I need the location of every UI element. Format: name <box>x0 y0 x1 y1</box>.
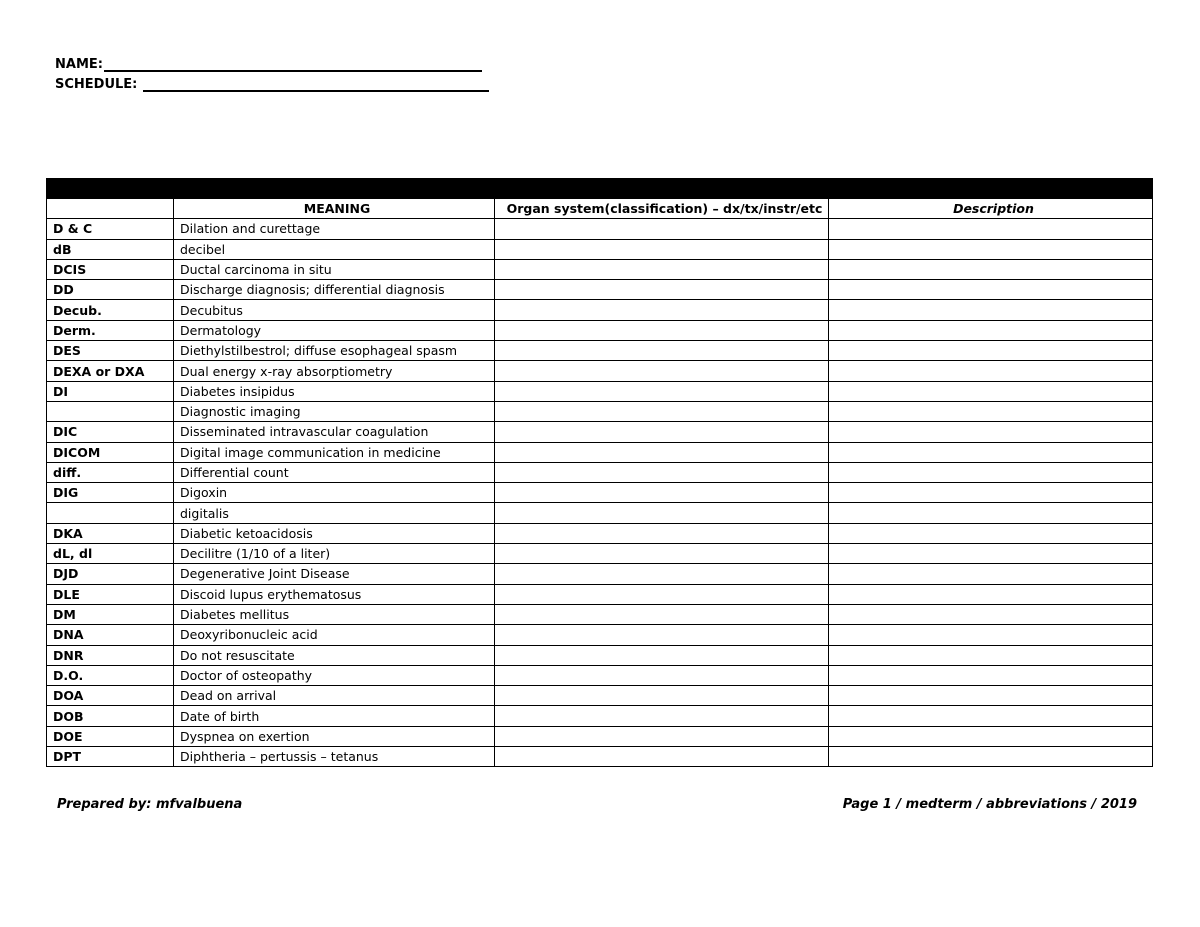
organ-system-cell[interactable] <box>495 625 829 645</box>
table-row <box>47 726 1153 746</box>
abbreviation-cell: DIC <box>47 422 174 442</box>
meaning-cell: Diagnostic imaging <box>174 401 495 421</box>
prepared-by: Prepared by: mfvalbuena <box>57 797 243 812</box>
organ-system-cell[interactable] <box>495 747 829 767</box>
description-cell[interactable] <box>829 381 1153 401</box>
table-row <box>47 503 1153 523</box>
description-cell[interactable] <box>829 584 1153 604</box>
meaning-cell: Decubitus <box>174 300 495 320</box>
meaning-cell: Discoid lupus erythematosus <box>174 584 495 604</box>
name-field <box>55 57 482 72</box>
table-row <box>47 604 1153 624</box>
abbreviation-cell: DOE <box>47 726 174 746</box>
table-row <box>47 747 1153 767</box>
col-header-abbreviation <box>47 199 174 219</box>
table-row <box>47 422 1153 442</box>
abbreviation-cell: DI <box>47 381 174 401</box>
description-cell[interactable] <box>829 401 1153 421</box>
table-row <box>47 706 1153 726</box>
description-cell[interactable] <box>829 544 1153 564</box>
description-cell[interactable] <box>829 564 1153 584</box>
schedule-label: SCHEDULE: <box>55 77 138 92</box>
meaning-cell: decibel <box>174 239 495 259</box>
organ-system-cell[interactable] <box>495 300 829 320</box>
meaning-cell: Date of birth <box>174 706 495 726</box>
col-header-meaning: MEANING <box>174 199 495 219</box>
abbreviation-cell: DNA <box>47 625 174 645</box>
meaning-cell: Doctor of osteopathy <box>174 665 495 685</box>
table-row <box>47 544 1153 564</box>
meaning-cell: Diabetes insipidus <box>174 381 495 401</box>
table-row <box>47 665 1153 685</box>
description-cell[interactable] <box>829 341 1153 361</box>
abbreviations-table <box>46 178 1153 767</box>
abbreviation-cell: DLE <box>47 584 174 604</box>
organ-system-cell[interactable] <box>495 503 829 523</box>
table-row <box>47 259 1153 279</box>
organ-system-cell[interactable] <box>495 604 829 624</box>
meaning-cell: Degenerative Joint Disease <box>174 564 495 584</box>
table-row <box>47 442 1153 462</box>
schedule-field <box>55 77 489 92</box>
abbreviation-cell: DES <box>47 341 174 361</box>
description-cell[interactable] <box>829 645 1153 665</box>
abbreviation-cell: DNR <box>47 645 174 665</box>
abbreviation-cell: dB <box>47 239 174 259</box>
abbreviation-cell: DKA <box>47 523 174 543</box>
meaning-cell: Diabetes mellitus <box>174 604 495 624</box>
abbreviation-cell: D.O. <box>47 665 174 685</box>
abbreviation-cell: Decub. <box>47 300 174 320</box>
organ-system-cell[interactable] <box>495 726 829 746</box>
organ-system-cell[interactable] <box>495 544 829 564</box>
meaning-cell: digitalis <box>174 503 495 523</box>
abbreviation-cell: DICOM <box>47 442 174 462</box>
meaning-cell: Diphtheria – pertussis – tetanus <box>174 747 495 767</box>
description-cell[interactable] <box>829 604 1153 624</box>
table-row <box>47 219 1153 239</box>
table-row <box>47 483 1153 503</box>
meaning-cell: Discharge diagnosis; differential diagnosis <box>174 280 495 300</box>
table-row <box>47 686 1153 706</box>
description-cell[interactable] <box>829 442 1153 462</box>
page-info: Page 1 / medterm / abbreviations / 2019 <box>842 797 1137 812</box>
description-cell[interactable] <box>829 280 1153 300</box>
description-cell[interactable] <box>829 239 1153 259</box>
abbreviation-cell: DJD <box>47 564 174 584</box>
table-row <box>47 361 1153 381</box>
organ-system-cell[interactable] <box>495 442 829 462</box>
name-blank-line[interactable] <box>104 58 482 72</box>
table-row <box>47 645 1153 665</box>
meaning-cell: Dermatology <box>174 320 495 340</box>
abbreviation-cell: Derm. <box>47 320 174 340</box>
organ-system-cell[interactable] <box>495 584 829 604</box>
table-row <box>47 401 1153 421</box>
organ-system-cell[interactable] <box>495 462 829 482</box>
organ-system-cell[interactable] <box>495 706 829 726</box>
table-title-bar <box>47 179 1153 199</box>
organ-system-cell[interactable] <box>495 259 829 279</box>
col-header-organ-system: Organ system(classification) – dx/tx/instr/etc <box>495 199 829 219</box>
description-cell[interactable] <box>829 726 1153 746</box>
organ-system-cell[interactable] <box>495 523 829 543</box>
meaning-cell: Do not resuscitate <box>174 645 495 665</box>
table-row <box>47 280 1153 300</box>
meaning-cell: Differential count <box>174 462 495 482</box>
name-label: NAME: <box>55 57 103 72</box>
organ-system-cell[interactable] <box>495 686 829 706</box>
meaning-cell: Dead on arrival <box>174 686 495 706</box>
description-cell[interactable] <box>829 422 1153 442</box>
organ-system-cell[interactable] <box>495 564 829 584</box>
description-cell[interactable] <box>829 523 1153 543</box>
description-cell[interactable] <box>829 259 1153 279</box>
abbreviation-cell: dL, dl <box>47 544 174 564</box>
organ-system-cell[interactable] <box>495 401 829 421</box>
meaning-cell: Dyspnea on exertion <box>174 726 495 746</box>
organ-system-cell[interactable] <box>495 219 829 239</box>
organ-system-cell[interactable] <box>495 422 829 442</box>
col-header-description: Description <box>829 199 1153 219</box>
organ-system-cell[interactable] <box>495 483 829 503</box>
table-row <box>47 381 1153 401</box>
description-cell[interactable] <box>829 686 1153 706</box>
meaning-cell: Ductal carcinoma in situ <box>174 259 495 279</box>
meaning-cell: Digoxin <box>174 483 495 503</box>
meaning-cell: Dual energy x-ray absorptiometry <box>174 361 495 381</box>
description-cell[interactable] <box>829 300 1153 320</box>
abbreviation-cell: DOB <box>47 706 174 726</box>
description-cell[interactable] <box>829 747 1153 767</box>
organ-system-cell[interactable] <box>495 341 829 361</box>
table-row <box>47 300 1153 320</box>
organ-system-cell[interactable] <box>495 239 829 259</box>
meaning-cell: Disseminated intravascular coagulation <box>174 422 495 442</box>
meaning-cell: Diabetic ketoacidosis <box>174 523 495 543</box>
organ-system-cell[interactable] <box>495 280 829 300</box>
description-cell[interactable] <box>829 503 1153 523</box>
table-header-row <box>47 199 1153 219</box>
abbreviation-cell: DM <box>47 604 174 624</box>
abbreviation-cell: DPT <box>47 747 174 767</box>
table-row <box>47 320 1153 340</box>
description-cell[interactable] <box>829 625 1153 645</box>
table-row <box>47 564 1153 584</box>
description-cell[interactable] <box>829 361 1153 381</box>
abbreviation-cell: DEXA or DXA <box>47 361 174 381</box>
meaning-cell: Deoxyribonucleic acid <box>174 625 495 645</box>
meaning-cell: Decilitre (1/10 of a liter) <box>174 544 495 564</box>
abbreviation-cell: D & C <box>47 219 174 239</box>
abbreviation-cell: DIG <box>47 483 174 503</box>
abbreviation-cell <box>47 503 174 523</box>
organ-system-cell[interactable] <box>495 381 829 401</box>
table-row <box>47 239 1153 259</box>
description-cell[interactable] <box>829 665 1153 685</box>
table-row <box>47 341 1153 361</box>
table-row <box>47 462 1153 482</box>
table-row <box>47 625 1153 645</box>
description-cell[interactable] <box>829 462 1153 482</box>
organ-system-cell[interactable] <box>495 361 829 381</box>
abbreviation-cell: DOA <box>47 686 174 706</box>
organ-system-cell[interactable] <box>495 645 829 665</box>
table-row <box>47 584 1153 604</box>
table-row <box>47 523 1153 543</box>
abbreviation-cell: DD <box>47 280 174 300</box>
description-cell[interactable] <box>829 483 1153 503</box>
abbreviation-cell <box>47 401 174 421</box>
meaning-cell: Digital image communication in medicine <box>174 442 495 462</box>
schedule-blank-line[interactable] <box>143 78 489 92</box>
organ-system-cell[interactable] <box>495 320 829 340</box>
meaning-cell: Dilation and curettage <box>174 219 495 239</box>
description-cell[interactable] <box>829 219 1153 239</box>
description-cell[interactable] <box>829 320 1153 340</box>
abbreviation-cell: DCIS <box>47 259 174 279</box>
description-cell[interactable] <box>829 706 1153 726</box>
abbreviation-cell: diff. <box>47 462 174 482</box>
meaning-cell: Diethylstilbestrol; diffuse esophageal spasm <box>174 341 495 361</box>
organ-system-cell[interactable] <box>495 665 829 685</box>
